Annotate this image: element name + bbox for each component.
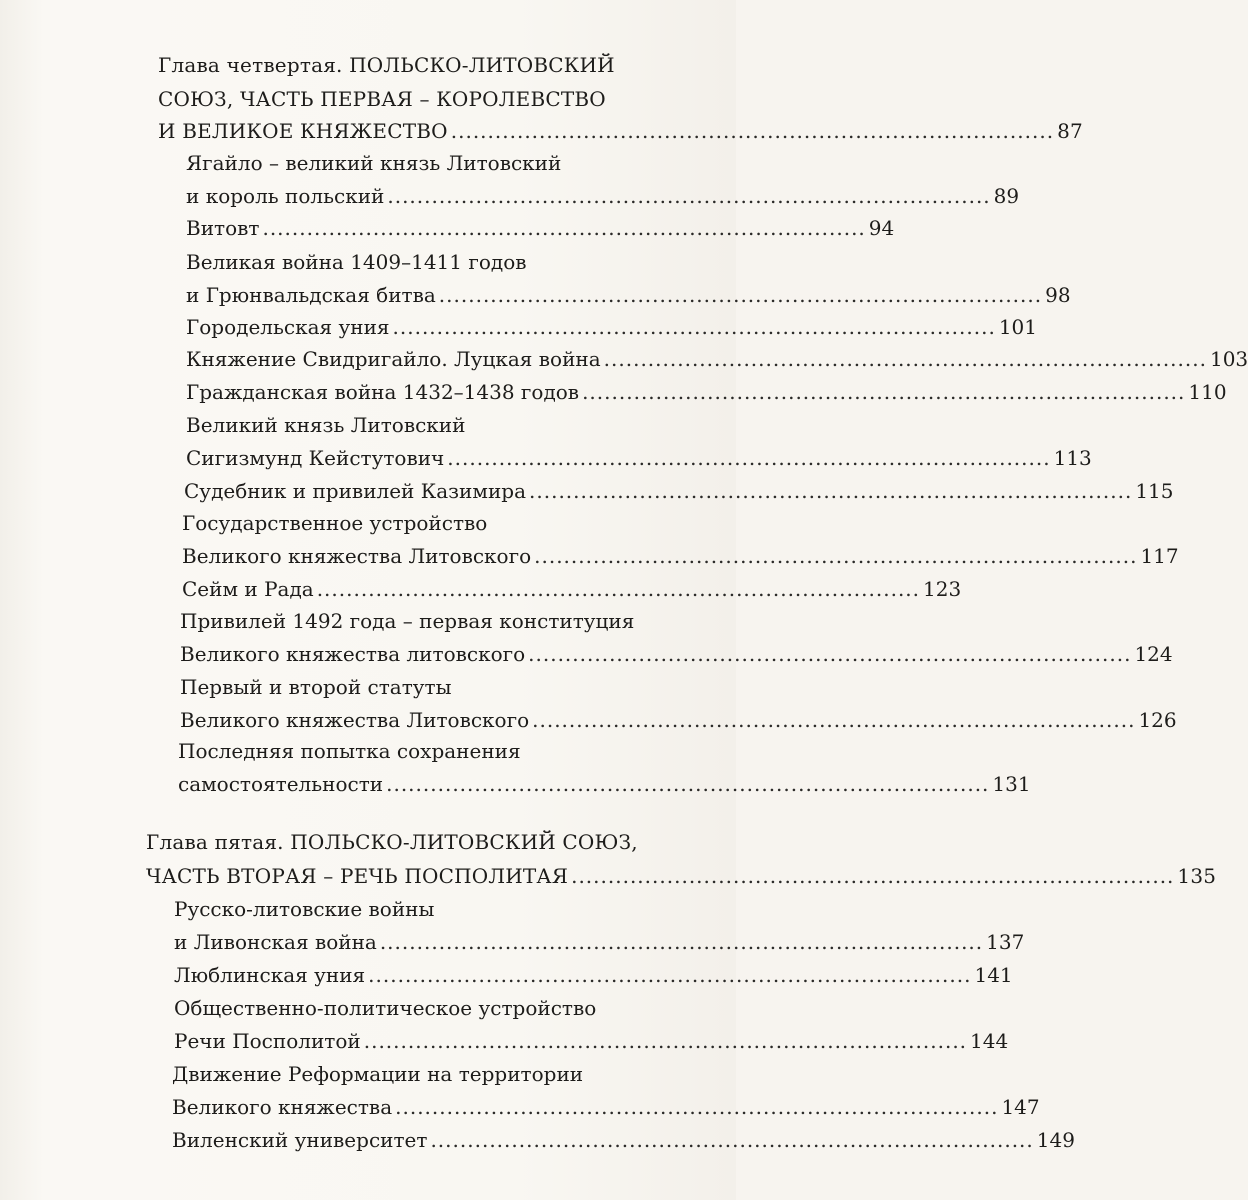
toc-entry-line: Сейм и Рада .................................................................................. 123 bbox=[182, 577, 962, 601]
chapter-5-title-line-2: ЧАСТЬ ВТОРАЯ – РЕЧЬ ПОСПОЛИТАЯ .................................................................................. 135 bbox=[146, 864, 1217, 888]
leader-dots: .................................................................................. bbox=[379, 930, 984, 954]
leader-dots: .................................................................................. bbox=[571, 864, 1175, 888]
page-number: 144 bbox=[970, 1029, 1009, 1053]
page-number: 87 bbox=[1057, 119, 1083, 143]
toc-entry-line: Привилей 1492 года – первая конституция bbox=[180, 609, 635, 633]
toc-entry-line: и Грюнвальдская битва .................................................................................. 98 bbox=[186, 283, 1071, 307]
leader-dots: .................................................................................. bbox=[430, 1128, 1034, 1152]
leader-dots: .................................................................................. bbox=[534, 544, 1138, 568]
toc-entry-line: Гражданская война 1432–1438 годов .................................................................................. 110 bbox=[186, 380, 1227, 404]
page-number: 117 bbox=[1140, 544, 1179, 568]
toc-entry-line: Великого княжества литовского .................................................................................. 124 bbox=[180, 642, 1173, 666]
toc-entry-line: Великого княжества Литовского .................................................................................. 126 bbox=[180, 708, 1177, 732]
page-number: 123 bbox=[923, 577, 962, 601]
toc-entry-line: Великий князь Литовский bbox=[186, 413, 466, 437]
leader-dots: .................................................................................. bbox=[532, 708, 1136, 732]
toc-entry-line: и король польский .................................................................................. 89 bbox=[186, 184, 1020, 208]
leader-dots: .................................................................................. bbox=[387, 184, 991, 208]
chapter-5-title-line-1: Глава пятая. ПОЛЬСКО-ЛИТОВСКИЙ СОЮЗ, bbox=[146, 830, 638, 854]
toc-entry-line: Государственное устройство bbox=[182, 511, 488, 535]
page-number: 98 bbox=[1045, 283, 1071, 307]
chapter-4-title-line-2: СОЮЗ, ЧАСТЬ ПЕРВАЯ – КОРОЛЕВСТВО bbox=[158, 87, 606, 111]
toc-entry-line: Великого княжества .................................................................................. 147 bbox=[172, 1095, 1040, 1119]
leader-dots: .................................................................................. bbox=[386, 772, 990, 796]
page-number: 141 bbox=[974, 963, 1013, 987]
chapter-4-title-line-1: Глава четвертая. ПОЛЬСКО-ЛИТОВСКИЙ bbox=[158, 53, 615, 77]
toc-entry-line: Сигизмунд Кейстутович .................................................................................. 113 bbox=[186, 446, 1092, 470]
toc-entry-line: Общественно-политическое устройство bbox=[174, 996, 597, 1020]
leader-dots: .................................................................................. bbox=[363, 1029, 968, 1053]
leader-dots: .................................................................................. bbox=[368, 963, 972, 987]
toc-entry-line: Движение Реформации на территории bbox=[172, 1062, 584, 1086]
page-number: 137 bbox=[986, 930, 1025, 954]
page-number: 89 bbox=[993, 184, 1020, 208]
leader-dots: .................................................................................. bbox=[262, 216, 866, 240]
toc-entry-line: Виленский университет .................................................................................. 149 bbox=[172, 1128, 1075, 1152]
toc-entry-line: и Ливонская война .................................................................................. 137 bbox=[174, 930, 1025, 954]
toc-entry-line: Великая война 1409–1411 годов bbox=[186, 250, 527, 274]
page-number: 115 bbox=[1135, 479, 1174, 503]
leader-dots: .................................................................................. bbox=[529, 479, 1133, 503]
leader-dots: .................................................................................. bbox=[392, 315, 996, 339]
toc-entry-line: Ягайло – великий князь Литовский bbox=[186, 151, 562, 175]
toc-entry-line: Последняя попытка сохранения bbox=[178, 739, 521, 763]
leader-dots: .................................................................................. bbox=[450, 119, 1055, 143]
page-number: 113 bbox=[1053, 446, 1092, 470]
leader-dots: .................................................................................. bbox=[582, 380, 1186, 404]
leader-dots: .................................................................................. bbox=[447, 446, 1051, 470]
toc-entry-line: Первый и второй статуты bbox=[180, 675, 452, 699]
leader-dots: .................................................................................. bbox=[438, 283, 1043, 307]
page-number: 103 bbox=[1209, 347, 1248, 371]
page-number: 147 bbox=[1001, 1095, 1040, 1119]
toc-entry-line: Городельская уния .................................................................................. 101 bbox=[186, 315, 1038, 339]
page-number: 149 bbox=[1036, 1128, 1075, 1152]
toc-entry-line: Судебник и привилей Казимира .................................................................................. 115 bbox=[184, 479, 1174, 503]
page-number: 124 bbox=[1134, 642, 1173, 666]
page-number: 110 bbox=[1188, 380, 1227, 404]
chapter-4-title-line-3: И ВЕЛИКОЕ КНЯЖЕСТВО .................................................................................. 87 bbox=[158, 119, 1083, 143]
toc-entry-line: Речи Посполитой .................................................................................. 144 bbox=[174, 1029, 1009, 1053]
page-number: 131 bbox=[992, 772, 1031, 796]
toc-entry-line: Русско-литовские войны bbox=[174, 897, 435, 921]
toc-entry-line: Люблинская уния .................................................................................. 141 bbox=[174, 963, 1013, 987]
leader-dots: .................................................................................. bbox=[603, 347, 1207, 371]
page-number: 135 bbox=[1177, 864, 1217, 888]
toc-entry-line: самостоятельности .................................................................................. 131 bbox=[178, 772, 1031, 796]
leader-dots: .................................................................................. bbox=[316, 577, 921, 601]
page-number: 94 bbox=[868, 216, 895, 240]
leader-dots: .................................................................................. bbox=[528, 642, 1132, 666]
page-number: 126 bbox=[1138, 708, 1177, 732]
page-number: 101 bbox=[998, 315, 1038, 339]
leader-dots: .................................................................................. bbox=[395, 1095, 999, 1119]
toc-entry-line: Княжение Свидригайло. Луцкая война .................................................................................. 103 bbox=[186, 347, 1248, 371]
toc-entry-line: Великого княжества Литовского .................................................................................. 117 bbox=[182, 544, 1179, 568]
toc-entry-line: Витовт .................................................................................. 94 bbox=[186, 216, 895, 240]
